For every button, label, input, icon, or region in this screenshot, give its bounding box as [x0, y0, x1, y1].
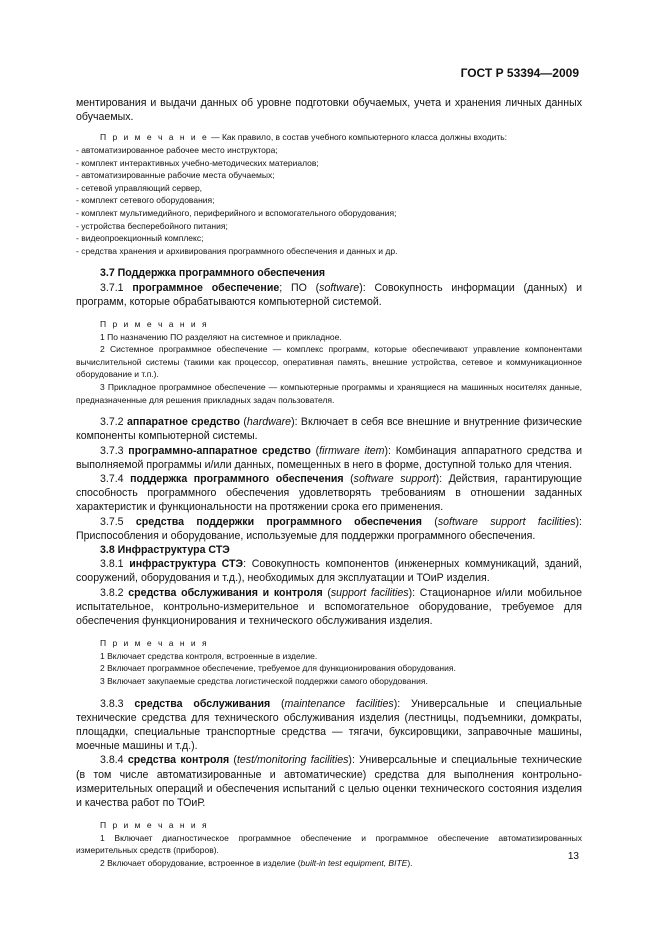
- list-item: - сетевой управляющий сервер,: [76, 182, 203, 193]
- clause-number: 3.7.2: [100, 416, 127, 429]
- notes-label: П р и м е ч а н и я: [100, 638, 209, 649]
- paragraph-3-7-1: [76, 281, 582, 309]
- term-english: software support: [353, 472, 436, 485]
- paragraph-3-7-5: [76, 515, 582, 543]
- definition: ): Универсальные и специальные технические средства для технического обслуживания изделия (лестницы, подъемники, домкраты, площадки, специальные транспортные средства — тягачи, буксировщики, заправочные машины, моечные машины и т.д.).: [76, 697, 582, 753]
- clause-number: 3.7.4: [100, 472, 131, 485]
- term-punct: (: [322, 586, 331, 599]
- list-item: - автоматизированные рабочие места обучаемых;: [76, 170, 275, 181]
- term-punct: (: [421, 515, 438, 528]
- note-training-class: [76, 131, 582, 144]
- clause-number: 3.8.4: [100, 754, 128, 767]
- section-heading-3-7: 3.7 Поддержка программного обеспечения: [100, 267, 326, 280]
- clause-number: 3.7.1: [100, 281, 133, 294]
- paragraph-3-7-4: [76, 472, 582, 515]
- notes-label: П р и м е ч а н и я: [100, 318, 209, 329]
- note-item: 1 Включает диагностическое программное обеспечение и программное обеспечение автоматизированных измерительных средств (приборов).: [76, 832, 582, 856]
- paragraph-3-7-2: [76, 415, 582, 443]
- note-item: 2 Включает программное обеспечение, требуемое для функционирования оборудования.: [100, 663, 456, 674]
- note-text: — Как правило, в состав учебного компьютерного класса должны входить:: [208, 132, 508, 143]
- term-punct: (: [229, 754, 237, 767]
- intro-continuation: ментирования и выдачи данных об уровне подготовки обучаемых, учета и хранения личных данных обучаемых.: [76, 97, 582, 124]
- term: программно-аппаратное средство: [128, 444, 311, 457]
- term: средства обслуживания и контроля: [128, 586, 323, 599]
- paragraph-3-8-2: [76, 586, 582, 629]
- term-english: test/monitoring facilities: [236, 754, 349, 767]
- definition: ): Комбинация аппаратного средства и выполняемой программы и/или данных, помещенных в него в форме, доступной только для чтения.: [76, 444, 582, 471]
- list-item: - видеопроекционный комплекс;: [76, 233, 204, 244]
- note-text: 2 Включает оборудование, встроенное в изделие (: [100, 857, 301, 868]
- list-item: - автоматизированное рабочее место инструктора;: [76, 145, 278, 155]
- notes-label: П р и м е ч а н и я: [100, 820, 209, 831]
- definition: ): Универсальные и специальные технические (в том числе автоматизированные и автоматические) средства для выполнения контрольно-измерительных операций и обеспечения испытаний с целью оценки технического состояния изделия и качества работ по ТОиР.: [76, 754, 582, 809]
- paragraph-3-7-3: [76, 444, 582, 472]
- clause-number: 3.8.3: [100, 697, 135, 710]
- term-english: software support facilities: [437, 515, 576, 528]
- term-punct: (: [343, 472, 354, 485]
- term-punct: (: [240, 416, 247, 429]
- definition: ): Совокупность информации (данных) и программ, которые обрабатываются компьютерной системой.: [76, 281, 582, 308]
- term: программное обеспечение: [132, 281, 280, 294]
- list-item: - устройства бесперебойного питания;: [76, 220, 228, 231]
- note-item: 1 По назначению ПО разделяют на системное и прикладное.: [100, 331, 342, 342]
- note-item: 2 Системное программное обеспечение — комплекс программ, которые обеспечивают управление компонентами вычислительной системы (такими как процессор, оперативная память, внешние устройства, сетевое и коммуникационное оборудование и т.п.).: [76, 344, 582, 380]
- term: средства контроля: [127, 754, 230, 767]
- definition: ): Приспособления и оборудование, используемые для поддержки программного обеспечения.: [76, 515, 583, 542]
- page-number: 13: [567, 851, 579, 862]
- term-punct: (: [310, 444, 320, 457]
- definition: ): Включает в себя все внешние и внутренние физические компоненты компьютерной системы.: [76, 416, 582, 443]
- note-item: 1 Включает средства контроля, встроенные в изделие.: [100, 650, 318, 661]
- term-english: firmware item: [319, 444, 385, 457]
- term-punct: (: [270, 697, 285, 710]
- page-content: [76, 96, 582, 870]
- definition: ): Стационарное и/или мобильное испытательное, контрольно-измерительное и вспомогательное оборудование, требуемое для обеспечения функционирования и технического обслуживания изделия.: [76, 586, 582, 627]
- paragraph-3-8-3: [76, 697, 582, 754]
- clause-number: 3.7.3: [100, 444, 129, 457]
- paragraph-3-8-1: [76, 557, 582, 585]
- note-item: 3 Прикладное программное обеспечение — компьютерные программы и хранящиеся на машинных носителях данные, предназначенные для решения прикладных задач пользователя.: [76, 381, 582, 405]
- list-item: - комплект интерактивных учебно-методических материалов;: [76, 157, 319, 168]
- definition: : Совокупность компонентов (инженерных коммуникаций, зданий, сооружений, оборудования и т.д.), необходимых для эксплуатации и ТОиР изделия.: [76, 558, 583, 585]
- term-punct: ; ПО (: [279, 281, 320, 294]
- clause-number: 3.8.2: [100, 586, 129, 599]
- term: инфраструктура СТЭ: [129, 558, 244, 571]
- clause-number: 3.7.5: [100, 515, 136, 528]
- note-list: [76, 144, 582, 257]
- note-item: 3 Включает закупаемые средства логистической поддержки самого оборудования.: [100, 675, 428, 686]
- list-item: - средства хранения и архивирования программного обеспечения и данных и др.: [76, 245, 398, 256]
- list-item: - комплект мультимедийного, периферийного и вспомогательного оборудования;: [76, 207, 397, 218]
- term: поддержка программного обеспечения: [130, 472, 344, 485]
- term-english: maintenance facilities: [284, 697, 394, 710]
- term-english: software: [319, 281, 360, 294]
- paragraph-3-8-4: [76, 753, 582, 810]
- note-item: [76, 857, 582, 870]
- note-label: П р и м е ч а н и е: [100, 132, 209, 143]
- term: средства обслуживания: [134, 697, 271, 710]
- term-english: support facilities: [330, 586, 409, 599]
- definition: ): Действия, гарантирующие способность программного обеспечения удовлетворять требованиям в отношении заданных характеристик и функциональности на протяжении срока его применения.: [76, 472, 582, 514]
- list-item: - комплект сетевого оборудования;: [76, 195, 215, 206]
- section-heading-3-8: 3.8 Инфраструктура СТЭ: [100, 543, 230, 556]
- note-english: built-in test equipment, BITE: [300, 857, 408, 868]
- term: аппаратное средство: [126, 416, 240, 429]
- term: средства поддержки программного обеспечения: [135, 515, 422, 528]
- standard-header: ГОСТ Р 53394—2009: [460, 66, 579, 80]
- term-english: hardware: [246, 416, 292, 429]
- clause-number: 3.8.1: [100, 558, 130, 571]
- note-text: ).: [407, 857, 413, 868]
